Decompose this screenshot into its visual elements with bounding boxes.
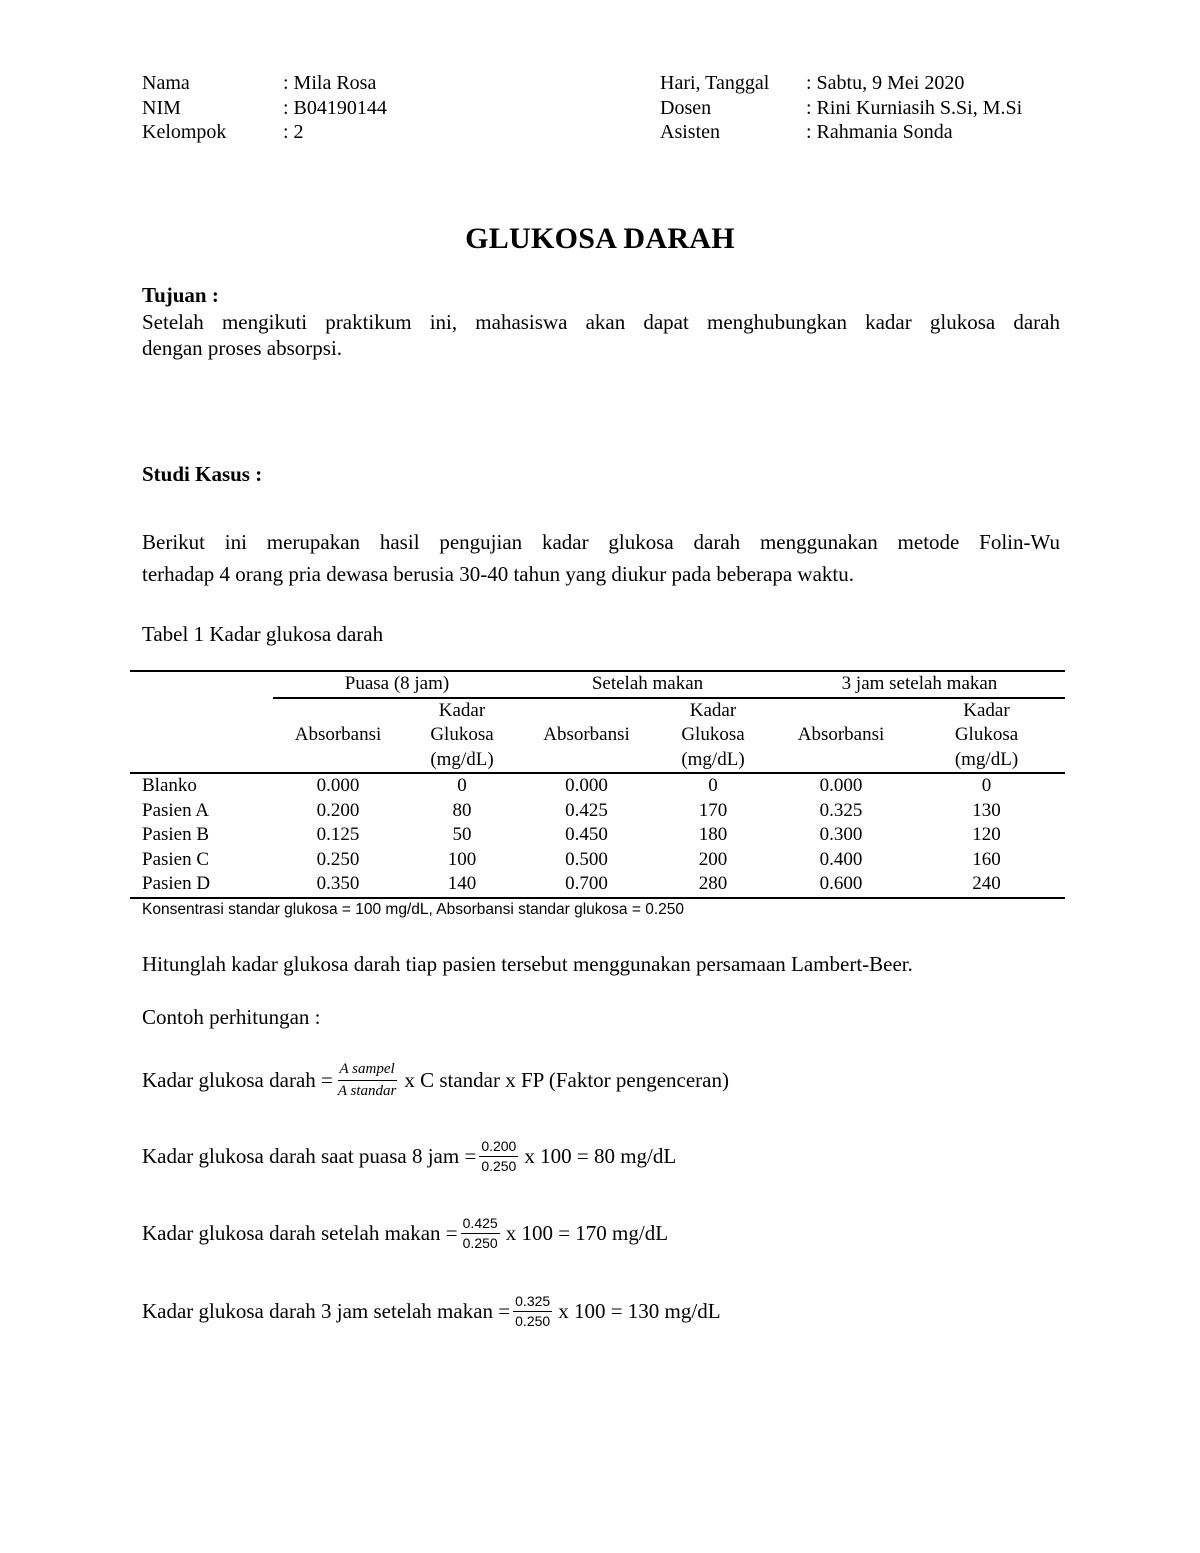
table-cell: 0.200: [316, 799, 360, 821]
fraction-denominator: 0.250: [462, 1235, 498, 1251]
table-cell: 0.600: [774, 872, 908, 898]
calc-suffix: x 100 = 170 mg/dL: [505, 1221, 669, 1245]
table-cell: 0.250: [316, 848, 360, 870]
info-row-asisten: [660, 120, 1022, 145]
formula-fraction: [336, 1060, 398, 1101]
glucose-table-wrap: [130, 670, 1065, 919]
subheader-absorbansi: Absorbansi: [521, 698, 652, 774]
fraction-numerator: 0.200: [479, 1138, 518, 1157]
table-cell: 0.000: [819, 775, 863, 796]
table-group-header: [130, 671, 1065, 698]
table-cell: 180: [698, 824, 728, 845]
subheader-absorbansi: Absorbansi: [774, 698, 908, 774]
info-row-kelompok: [142, 120, 387, 145]
table-cell: 0.500: [565, 848, 608, 870]
empty-cell: [130, 698, 273, 774]
table-cell: 170: [698, 799, 728, 821]
info-value: : Mila Rosa: [283, 72, 377, 94]
table-cell: 0.350: [273, 872, 403, 898]
empty-cell: [130, 671, 273, 698]
table-cell: 0: [981, 775, 992, 796]
example-heading: Contoh perhitungan :: [142, 1005, 321, 1029]
table-cell: 100: [447, 848, 477, 870]
table-cell: 120: [972, 824, 1001, 845]
glucose-table: [130, 670, 1065, 899]
row-label: Pasien A: [142, 799, 210, 821]
table-cell: 140: [403, 872, 521, 898]
subheader-kadar: Kadar Glukosa (mg/dL): [403, 698, 521, 774]
table-cell: 0.400: [819, 848, 863, 870]
fraction-numerator: 0.425: [461, 1215, 500, 1234]
calc-fraction: [461, 1215, 500, 1252]
calc-prefix: Kadar glukosa darah 3 jam setelah makan =: [142, 1299, 511, 1323]
formula-prefix: Kadar glukosa darah =: [142, 1068, 333, 1092]
table-row: [130, 773, 1065, 799]
studi-kasus-heading: Studi Kasus :: [142, 462, 263, 486]
row-label: Blanko: [142, 775, 197, 796]
table-cell: 0.700: [521, 872, 652, 898]
fraction-numerator: A sampel: [338, 1060, 397, 1081]
table-cell: 0: [457, 775, 467, 796]
calc-suffix: x 100 = 80 mg/dL: [524, 1144, 677, 1168]
calc-prefix: Kadar glukosa darah saat puasa 8 jam =: [142, 1144, 477, 1168]
info-label: Hari, Tanggal: [660, 72, 770, 94]
calc-line-3-jam: [142, 1293, 721, 1330]
student-info: [142, 71, 387, 145]
table-cell: 0.325: [819, 799, 863, 821]
info-value: : Sabtu, 9 Mei 2020: [806, 72, 965, 94]
studi-kasus-paragraph: [142, 526, 1060, 590]
table-cell: 160: [972, 848, 1001, 870]
group-header-setelah-makan: Setelah makan: [521, 671, 774, 698]
info-value: : 2: [283, 121, 304, 143]
info-label: NIM: [142, 96, 181, 119]
tujuan-paragraph: [142, 309, 1060, 361]
calc-fraction: [479, 1138, 518, 1175]
studi-kasus-line: Berikut ini merupakan hasil pengujian kadar glukosa darah menggunakan metode Folin-Wu: [142, 530, 1060, 554]
group-header-puasa: Puasa (8 jam): [273, 671, 521, 698]
session-info: [660, 71, 1022, 145]
table-row: [130, 823, 1065, 848]
table-cell: 200: [698, 848, 728, 870]
instruction-text: Hitunglah kadar glukosa darah tiap pasien tersebut menggunakan persamaan Lambert-Beer.: [142, 952, 913, 976]
fraction-denominator: 0.250: [481, 1158, 517, 1174]
table-cell: 0.450: [565, 824, 608, 845]
calc-suffix: x 100 = 130 mg/dL: [558, 1299, 721, 1323]
table-cell: 0.300: [819, 824, 863, 845]
group-header-3-jam: 3 jam setelah makan: [774, 671, 1065, 698]
row-label: Pasien B: [142, 824, 210, 845]
table-row: [130, 848, 1065, 873]
table-cell: 80: [452, 799, 472, 821]
calc-fraction: [513, 1293, 552, 1330]
fraction-numerator: 0.325: [513, 1293, 552, 1312]
table-cell: 0.125: [316, 824, 360, 845]
table-subheader: [130, 698, 1065, 774]
table-cell: 0.425: [565, 799, 608, 821]
table-footnote: Konsentrasi standar glukosa = 100 mg/dL, Absorbansi standar glukosa = 0.250: [142, 900, 684, 918]
info-row-tanggal: [660, 71, 1022, 96]
document-title: GLUKOSA DARAH: [465, 222, 735, 255]
calc-prefix: Kadar glukosa darah setelah makan =: [142, 1221, 458, 1245]
table-caption: Tabel 1 Kadar glukosa darah: [142, 622, 384, 646]
table-cell: 0.000: [316, 775, 360, 796]
table-cell: 0: [708, 775, 718, 796]
row-label: Pasien C: [142, 848, 210, 870]
info-label: Asisten: [660, 121, 720, 143]
tujuan-line: Setelah mengikuti praktikum ini, mahasiswa akan dapat menghubungkan kadar glukosa darah: [142, 310, 1060, 334]
row-label: Pasien D: [130, 872, 273, 898]
table-cell: 50: [452, 824, 472, 845]
table-cell: 130: [972, 799, 1001, 821]
tujuan-heading: Tujuan :: [142, 283, 219, 307]
info-row-nama: [142, 71, 387, 96]
table-cell: 0.000: [565, 775, 608, 796]
table-cell: 280: [652, 872, 774, 898]
subheader-absorbansi: Absorbansi: [273, 698, 403, 774]
fraction-denominator: A standar: [337, 1083, 397, 1099]
formula-line: [142, 1060, 729, 1101]
info-label: Nama: [142, 72, 190, 94]
info-value: : Rini Kurniasih S.Si, M.Si: [806, 96, 1023, 119]
info-label: Kelompok: [142, 121, 227, 143]
calc-line-puasa: [142, 1138, 676, 1175]
info-row-nim: [142, 96, 387, 121]
fraction-denominator: 0.250: [515, 1313, 551, 1329]
table-row: [130, 799, 1065, 824]
table-cell: 240: [908, 872, 1065, 898]
info-row-dosen: [660, 96, 1022, 121]
studi-kasus-line: terhadap 4 orang pria dewasa berusia 30-40 tahun yang diukur pada beberapa waktu.: [142, 562, 854, 586]
calc-line-setelah-makan: [142, 1215, 668, 1252]
subheader-kadar: Kadar Glukosa (mg/dL): [908, 698, 1065, 774]
info-value: : Rahmania Sonda: [806, 121, 953, 143]
info-value: : B04190144: [283, 96, 387, 119]
tujuan-line: dengan proses absorpsi.: [142, 336, 343, 360]
formula-suffix: x C standar x FP (Faktor pengenceran): [404, 1068, 729, 1092]
table-row: [130, 872, 1065, 898]
info-label: Dosen: [660, 96, 712, 119]
subheader-kadar: Kadar Glukosa (mg/dL): [652, 698, 774, 774]
